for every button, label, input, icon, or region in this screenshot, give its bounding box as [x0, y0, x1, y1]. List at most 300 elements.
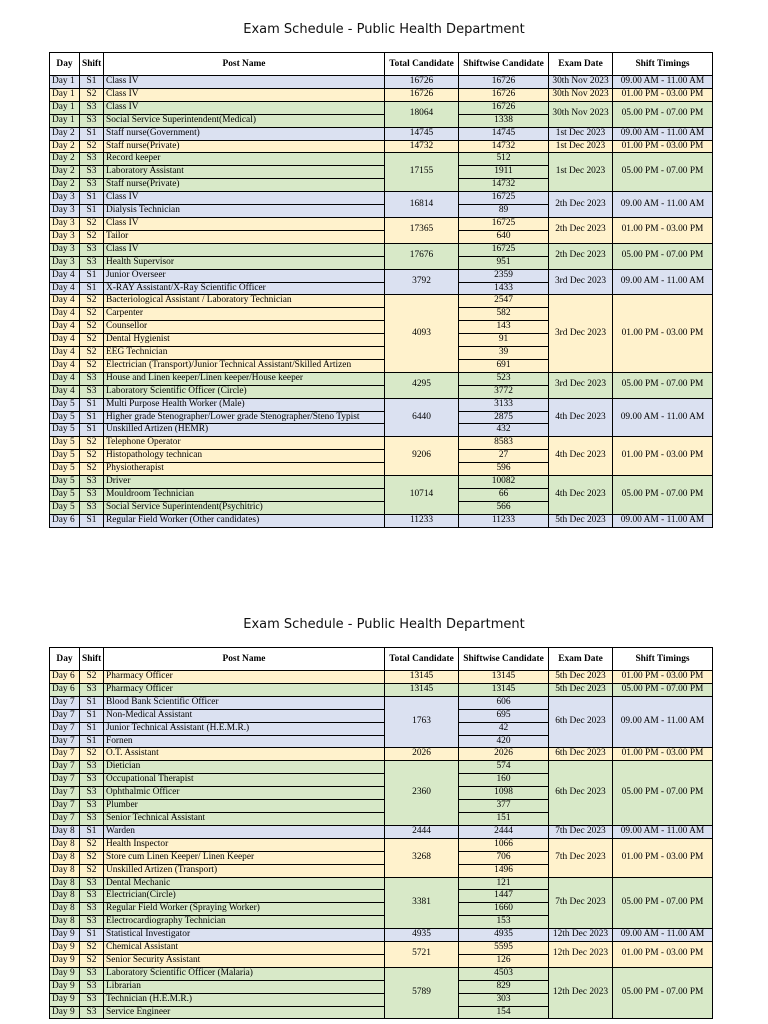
shiftwise-candidate-cell: 523: [459, 372, 549, 385]
shift-cell: S2: [80, 140, 104, 153]
post-name-cell: Health Inspector: [104, 838, 385, 851]
shift-cell: S3: [80, 903, 104, 916]
shiftwise-candidate-cell: 16725: [459, 192, 549, 205]
shift-cell: S3: [80, 1006, 104, 1019]
shift-timings-cell: 05.00 PM - 07.00 PM: [613, 243, 713, 269]
post-name-cell: Store cum Linen Keeper/ Linen Keeper: [104, 851, 385, 864]
shift-timings-cell: 01.00 PM - 03.00 PM: [613, 295, 713, 372]
shift-timings-cell: 09.00 AM - 11.00 AM: [613, 269, 713, 295]
shift-cell: S3: [80, 153, 104, 166]
total-candidate-cell: 4093: [385, 295, 459, 372]
shiftwise-candidate-cell: 42: [459, 722, 549, 735]
total-candidate-cell: 2026: [385, 748, 459, 761]
table-row: [50, 761, 713, 774]
post-name-cell: Class IV: [104, 101, 385, 114]
post-name-cell: Class IV: [104, 192, 385, 205]
shift-cell: S2: [80, 748, 104, 761]
day-cell: Day 4: [50, 385, 80, 398]
column-header-post-name: Post Name: [104, 53, 385, 76]
shift-cell: S1: [80, 76, 104, 89]
table-row: [50, 192, 713, 205]
exam-date-cell: 4th Dec 2023: [549, 476, 613, 515]
exam-date-cell: 3rd Dec 2023: [549, 295, 613, 372]
shiftwise-candidate-cell: 4935: [459, 929, 549, 942]
total-candidate-cell: 5789: [385, 967, 459, 1019]
post-name-cell: Laboratory Scientific Officer (Malaria): [104, 967, 385, 980]
post-name-cell: Fornen: [104, 735, 385, 748]
day-cell: Day 9: [50, 1006, 80, 1019]
day-cell: Day 4: [50, 359, 80, 372]
shiftwise-candidate-cell: 27: [459, 450, 549, 463]
shiftwise-candidate-cell: 2359: [459, 269, 549, 282]
shiftwise-candidate-cell: 1447: [459, 890, 549, 903]
shift-timings-cell: 09.00 AM - 11.00 AM: [613, 825, 713, 838]
exam-date-cell: 5th Dec 2023: [549, 514, 613, 527]
shift-cell: S3: [80, 877, 104, 890]
column-header-shift: Shift: [80, 53, 104, 76]
column-header-shift-timings: Shift Timings: [613, 53, 713, 76]
column-header-total-candidate: Total Candidate: [385, 648, 459, 671]
shift-cell: S1: [80, 735, 104, 748]
shiftwise-candidate-cell: 2875: [459, 411, 549, 424]
total-candidate-cell: 17155: [385, 153, 459, 192]
column-header-exam-date: Exam Date: [549, 53, 613, 76]
shiftwise-candidate-cell: 1338: [459, 114, 549, 127]
total-candidate-cell: 17365: [385, 217, 459, 243]
shift-cell: S3: [80, 761, 104, 774]
schedule-table-2: [49, 647, 713, 1019]
shift-cell: S1: [80, 127, 104, 140]
table-row: [50, 101, 713, 114]
shiftwise-candidate-cell: 4503: [459, 967, 549, 980]
shiftwise-candidate-cell: 1660: [459, 903, 549, 916]
shift-cell: S3: [80, 385, 104, 398]
day-cell: Day 5: [50, 411, 80, 424]
post-name-cell: Statistical Investigator: [104, 929, 385, 942]
shiftwise-candidate-cell: 566: [459, 501, 549, 514]
shiftwise-candidate-cell: 13145: [459, 683, 549, 696]
post-name-cell: Class IV: [104, 217, 385, 230]
day-cell: Day 7: [50, 696, 80, 709]
post-name-cell: House and Linen keeper/Linen keeper/House keeper: [104, 372, 385, 385]
shiftwise-candidate-cell: 2026: [459, 748, 549, 761]
shift-cell: S1: [80, 825, 104, 838]
day-cell: Day 9: [50, 942, 80, 955]
shift-timings-cell: 09.00 AM - 11.00 AM: [613, 929, 713, 942]
exam-date-cell: 7th Dec 2023: [549, 838, 613, 877]
exam-date-cell: 30th Nov 2023: [549, 88, 613, 101]
post-name-cell: Dental Mechanic: [104, 877, 385, 890]
shift-timings-cell: 05.00 PM - 07.00 PM: [613, 153, 713, 192]
post-name-cell: Electrocardiography Technician: [104, 916, 385, 929]
post-name-cell: Regular Field Worker (Other candidates): [104, 514, 385, 527]
shiftwise-candidate-cell: 512: [459, 153, 549, 166]
shiftwise-candidate-cell: 16725: [459, 243, 549, 256]
shiftwise-candidate-cell: 14745: [459, 127, 549, 140]
column-header-post-name: Post Name: [104, 648, 385, 671]
shift-cell: S2: [80, 437, 104, 450]
table-row: [50, 269, 713, 282]
shiftwise-candidate-cell: 66: [459, 489, 549, 502]
table-row: [50, 295, 713, 308]
table-row: [50, 967, 713, 980]
day-cell: Day 9: [50, 929, 80, 942]
day-cell: Day 5: [50, 424, 80, 437]
shift-cell: S1: [80, 514, 104, 527]
day-cell: Day 9: [50, 980, 80, 993]
shiftwise-candidate-cell: 5595: [459, 942, 549, 955]
shift-cell: S2: [80, 450, 104, 463]
shift-timings-cell: 09.00 AM - 11.00 AM: [613, 76, 713, 89]
column-header-shiftwise-candidate: Shiftwise Candidate: [459, 648, 549, 671]
shiftwise-candidate-cell: 2444: [459, 825, 549, 838]
post-name-cell: Tailor: [104, 230, 385, 243]
post-name-cell: Junior Technical Assistant (H.E.M.R.): [104, 722, 385, 735]
shiftwise-candidate-cell: 16726: [459, 101, 549, 114]
shiftwise-candidate-cell: 143: [459, 321, 549, 334]
shiftwise-candidate-cell: 691: [459, 359, 549, 372]
post-name-cell: Occupational Therapist: [104, 774, 385, 787]
shift-timings-cell: 05.00 PM - 07.00 PM: [613, 372, 713, 398]
shiftwise-candidate-cell: 574: [459, 761, 549, 774]
shiftwise-candidate-cell: 303: [459, 993, 549, 1006]
day-cell: Day 5: [50, 501, 80, 514]
table-row: [50, 88, 713, 101]
day-cell: Day 4: [50, 334, 80, 347]
exam-date-cell: 1st Dec 2023: [549, 127, 613, 140]
day-cell: Day 3: [50, 256, 80, 269]
shift-cell: S2: [80, 359, 104, 372]
shift-cell: S3: [80, 812, 104, 825]
day-cell: Day 2: [50, 140, 80, 153]
day-cell: Day 4: [50, 295, 80, 308]
shiftwise-candidate-cell: 829: [459, 980, 549, 993]
post-name-cell: Regular Field Worker (Spraying Worker): [104, 903, 385, 916]
shiftwise-candidate-cell: 432: [459, 424, 549, 437]
post-name-cell: Junior Overseer: [104, 269, 385, 282]
shift-cell: S2: [80, 230, 104, 243]
shiftwise-candidate-cell: 695: [459, 709, 549, 722]
day-cell: Day 5: [50, 398, 80, 411]
post-name-cell: EEG Technician: [104, 347, 385, 360]
day-cell: Day 2: [50, 153, 80, 166]
total-candidate-cell: 6440: [385, 398, 459, 437]
exam-date-cell: 12th Dec 2023: [549, 967, 613, 1019]
shift-cell: S2: [80, 954, 104, 967]
post-name-cell: Multi Purpose Health Worker (Male): [104, 398, 385, 411]
exam-date-cell: 5th Dec 2023: [549, 671, 613, 684]
shiftwise-candidate-cell: 10082: [459, 476, 549, 489]
exam-date-cell: 30th Nov 2023: [549, 101, 613, 127]
shift-cell: S2: [80, 942, 104, 955]
exam-date-cell: 4th Dec 2023: [549, 437, 613, 476]
shift-timings-cell: 05.00 PM - 07.00 PM: [613, 683, 713, 696]
shift-cell: S2: [80, 838, 104, 851]
shiftwise-candidate-cell: 91: [459, 334, 549, 347]
post-name-cell: Technician (H.E.M.R.): [104, 993, 385, 1006]
shift-cell: S2: [80, 851, 104, 864]
table-row: [50, 140, 713, 153]
shift-cell: S2: [80, 334, 104, 347]
shiftwise-candidate-cell: 13145: [459, 671, 549, 684]
day-cell: Day 5: [50, 463, 80, 476]
shift-timings-cell: 09.00 AM - 11.00 AM: [613, 398, 713, 437]
shift-cell: S3: [80, 243, 104, 256]
day-cell: Day 5: [50, 489, 80, 502]
exam-date-cell: 7th Dec 2023: [549, 825, 613, 838]
total-candidate-cell: 3381: [385, 877, 459, 929]
shift-timings-cell: 01.00 PM - 03.00 PM: [613, 748, 713, 761]
post-name-cell: Senior Technical Assistant: [104, 812, 385, 825]
shiftwise-candidate-cell: 3772: [459, 385, 549, 398]
shift-timings-cell: 05.00 PM - 07.00 PM: [613, 101, 713, 127]
day-cell: Day 3: [50, 192, 80, 205]
shift-cell: S3: [80, 179, 104, 192]
column-header-shift-timings: Shift Timings: [613, 648, 713, 671]
total-candidate-cell: 14745: [385, 127, 459, 140]
shiftwise-candidate-cell: 8583: [459, 437, 549, 450]
post-name-cell: X-RAY Assistant/X-Ray Scientific Officer: [104, 282, 385, 295]
day-cell: Day 8: [50, 903, 80, 916]
post-name-cell: Counsellor: [104, 321, 385, 334]
shiftwise-candidate-cell: 89: [459, 205, 549, 218]
exam-date-cell: 2th Dec 2023: [549, 243, 613, 269]
exam-date-cell: 6th Dec 2023: [549, 696, 613, 748]
table-row: [50, 942, 713, 955]
exam-date-cell: 30th Nov 2023: [549, 76, 613, 89]
day-cell: Day 1: [50, 88, 80, 101]
day-cell: Day 6: [50, 514, 80, 527]
shiftwise-candidate-cell: 582: [459, 308, 549, 321]
shiftwise-candidate-cell: 951: [459, 256, 549, 269]
shift-timings-cell: 01.00 PM - 03.00 PM: [613, 671, 713, 684]
shift-cell: S2: [80, 217, 104, 230]
table-row: [50, 671, 713, 684]
post-name-cell: Laboratory Scientific Officer (Circle): [104, 385, 385, 398]
shift-timings-cell: 09.00 AM - 11.00 AM: [613, 514, 713, 527]
column-header-day: Day: [50, 53, 80, 76]
shiftwise-candidate-cell: 154: [459, 1006, 549, 1019]
post-name-cell: Dental Hygienist: [104, 334, 385, 347]
post-name-cell: Class IV: [104, 88, 385, 101]
shiftwise-candidate-cell: 1433: [459, 282, 549, 295]
shift-cell: S3: [80, 476, 104, 489]
day-cell: Day 8: [50, 864, 80, 877]
day-cell: Day 7: [50, 748, 80, 761]
post-name-cell: Telephone Operator: [104, 437, 385, 450]
shiftwise-candidate-cell: 153: [459, 916, 549, 929]
shift-cell: S2: [80, 88, 104, 101]
shift-timings-cell: 01.00 PM - 03.00 PM: [613, 217, 713, 243]
post-name-cell: Histopathology technican: [104, 450, 385, 463]
column-header-day: Day: [50, 648, 80, 671]
total-candidate-cell: 17676: [385, 243, 459, 269]
shift-timings-cell: 05.00 PM - 07.00 PM: [613, 476, 713, 515]
total-candidate-cell: 10714: [385, 476, 459, 515]
post-name-cell: Driver: [104, 476, 385, 489]
shift-cell: S1: [80, 411, 104, 424]
post-name-cell: Physiotherapist: [104, 463, 385, 476]
post-name-cell: Dietician: [104, 761, 385, 774]
shiftwise-candidate-cell: 16726: [459, 76, 549, 89]
day-cell: Day 7: [50, 722, 80, 735]
day-cell: Day 1: [50, 101, 80, 114]
day-cell: Day 7: [50, 735, 80, 748]
exam-date-cell: 6th Dec 2023: [549, 761, 613, 826]
shiftwise-candidate-cell: 121: [459, 877, 549, 890]
total-candidate-cell: 14732: [385, 140, 459, 153]
post-name-cell: Unskilled Artizen (Transport): [104, 864, 385, 877]
table-row: [50, 217, 713, 230]
shiftwise-candidate-cell: 640: [459, 230, 549, 243]
shift-cell: S2: [80, 463, 104, 476]
shift-cell: S3: [80, 800, 104, 813]
shiftwise-candidate-cell: 14732: [459, 140, 549, 153]
total-candidate-cell: 13145: [385, 683, 459, 696]
shift-cell: S1: [80, 696, 104, 709]
shift-timings-cell: 09.00 AM - 11.00 AM: [613, 127, 713, 140]
column-header-exam-date: Exam Date: [549, 648, 613, 671]
table-row: [50, 748, 713, 761]
post-name-cell: Class IV: [104, 76, 385, 89]
total-candidate-cell: 3268: [385, 838, 459, 877]
shift-cell: S1: [80, 424, 104, 437]
total-candidate-cell: 11233: [385, 514, 459, 527]
exam-date-cell: 3rd Dec 2023: [549, 269, 613, 295]
shift-cell: S2: [80, 321, 104, 334]
total-candidate-cell: 4935: [385, 929, 459, 942]
day-cell: Day 2: [50, 179, 80, 192]
table-row: [50, 838, 713, 851]
table-row: [50, 153, 713, 166]
shiftwise-candidate-cell: 16725: [459, 217, 549, 230]
post-name-cell: Plumber: [104, 800, 385, 813]
shift-cell: S3: [80, 980, 104, 993]
total-candidate-cell: 16726: [385, 88, 459, 101]
day-cell: Day 4: [50, 347, 80, 360]
total-candidate-cell: 13145: [385, 671, 459, 684]
post-name-cell: Pharmacy Officer: [104, 683, 385, 696]
post-name-cell: Ophthalmic Officer: [104, 787, 385, 800]
shift-cell: S1: [80, 269, 104, 282]
post-name-cell: Service Engineer: [104, 1006, 385, 1019]
day-cell: Day 8: [50, 825, 80, 838]
post-name-cell: Pharmacy Officer: [104, 671, 385, 684]
table-row: [50, 76, 713, 89]
table-row: [50, 514, 713, 527]
exam-date-cell: 4th Dec 2023: [549, 398, 613, 437]
post-name-cell: Unskilled Artizen (HEMR): [104, 424, 385, 437]
shift-cell: S3: [80, 890, 104, 903]
table-row: [50, 877, 713, 890]
day-cell: Day 7: [50, 800, 80, 813]
post-name-cell: Higher grade Stenographer/Lower grade Stenographer/Steno Typist: [104, 411, 385, 424]
day-cell: Day 3: [50, 230, 80, 243]
shiftwise-candidate-cell: 3133: [459, 398, 549, 411]
day-cell: Day 5: [50, 450, 80, 463]
exam-date-cell: 5th Dec 2023: [549, 683, 613, 696]
shiftwise-candidate-cell: 377: [459, 800, 549, 813]
day-cell: Day 3: [50, 205, 80, 218]
shift-cell: S3: [80, 916, 104, 929]
day-cell: Day 9: [50, 967, 80, 980]
post-name-cell: Class IV: [104, 243, 385, 256]
shiftwise-candidate-cell: 1911: [459, 166, 549, 179]
column-header-shiftwise-candidate: Shiftwise Candidate: [459, 53, 549, 76]
shift-cell: S3: [80, 372, 104, 385]
table-row: [50, 398, 713, 411]
day-cell: Day 4: [50, 321, 80, 334]
shiftwise-candidate-cell: 160: [459, 774, 549, 787]
day-cell: Day 1: [50, 114, 80, 127]
day-cell: Day 4: [50, 282, 80, 295]
exam-date-cell: 7th Dec 2023: [549, 877, 613, 929]
day-cell: Day 4: [50, 372, 80, 385]
post-name-cell: Carpenter: [104, 308, 385, 321]
day-cell: Day 4: [50, 308, 80, 321]
post-name-cell: Warden: [104, 825, 385, 838]
shift-cell: S1: [80, 709, 104, 722]
shift-cell: S3: [80, 489, 104, 502]
total-candidate-cell: 2444: [385, 825, 459, 838]
exam-date-cell: 2th Dec 2023: [549, 192, 613, 218]
shift-cell: S3: [80, 114, 104, 127]
shift-timings-cell: 01.00 PM - 03.00 PM: [613, 437, 713, 476]
shiftwise-candidate-cell: 2547: [459, 295, 549, 308]
shift-cell: S1: [80, 192, 104, 205]
post-name-cell: Staff nurse(Private): [104, 179, 385, 192]
total-candidate-cell: 1763: [385, 696, 459, 748]
shift-timings-cell: 05.00 PM - 07.00 PM: [613, 967, 713, 1019]
total-candidate-cell: 18064: [385, 101, 459, 127]
shiftwise-candidate-cell: 1066: [459, 838, 549, 851]
day-cell: Day 7: [50, 774, 80, 787]
shiftwise-candidate-cell: 16726: [459, 88, 549, 101]
day-cell: Day 4: [50, 269, 80, 282]
day-cell: Day 7: [50, 787, 80, 800]
day-cell: Day 7: [50, 709, 80, 722]
shiftwise-candidate-cell: 39: [459, 347, 549, 360]
exam-date-cell: 6th Dec 2023: [549, 748, 613, 761]
day-cell: Day 8: [50, 877, 80, 890]
shiftwise-candidate-cell: 420: [459, 735, 549, 748]
post-name-cell: Bacteriological Assistant / Laboratory Technician: [104, 295, 385, 308]
shiftwise-candidate-cell: 1496: [459, 864, 549, 877]
shift-cell: S1: [80, 205, 104, 218]
shift-cell: S3: [80, 166, 104, 179]
day-cell: Day 1: [50, 76, 80, 89]
exam-date-cell: 1st Dec 2023: [549, 140, 613, 153]
shiftwise-candidate-cell: 606: [459, 696, 549, 709]
day-cell: Day 2: [50, 127, 80, 140]
header-row: [50, 648, 713, 671]
shift-timings-cell: 01.00 PM - 03.00 PM: [613, 88, 713, 101]
shift-cell: S2: [80, 308, 104, 321]
total-candidate-cell: 3792: [385, 269, 459, 295]
day-cell: Day 7: [50, 761, 80, 774]
shift-cell: S3: [80, 683, 104, 696]
table-row: [50, 372, 713, 385]
day-cell: Day 2: [50, 166, 80, 179]
post-name-cell: Staff nurse(Government): [104, 127, 385, 140]
shift-timings-cell: 05.00 PM - 07.00 PM: [613, 877, 713, 929]
post-name-cell: Librarian: [104, 980, 385, 993]
table-row: [50, 683, 713, 696]
post-name-cell: Social Service Superintendent(Medical): [104, 114, 385, 127]
table-row: [50, 127, 713, 140]
shiftwise-candidate-cell: 14732: [459, 179, 549, 192]
total-candidate-cell: 5721: [385, 942, 459, 968]
